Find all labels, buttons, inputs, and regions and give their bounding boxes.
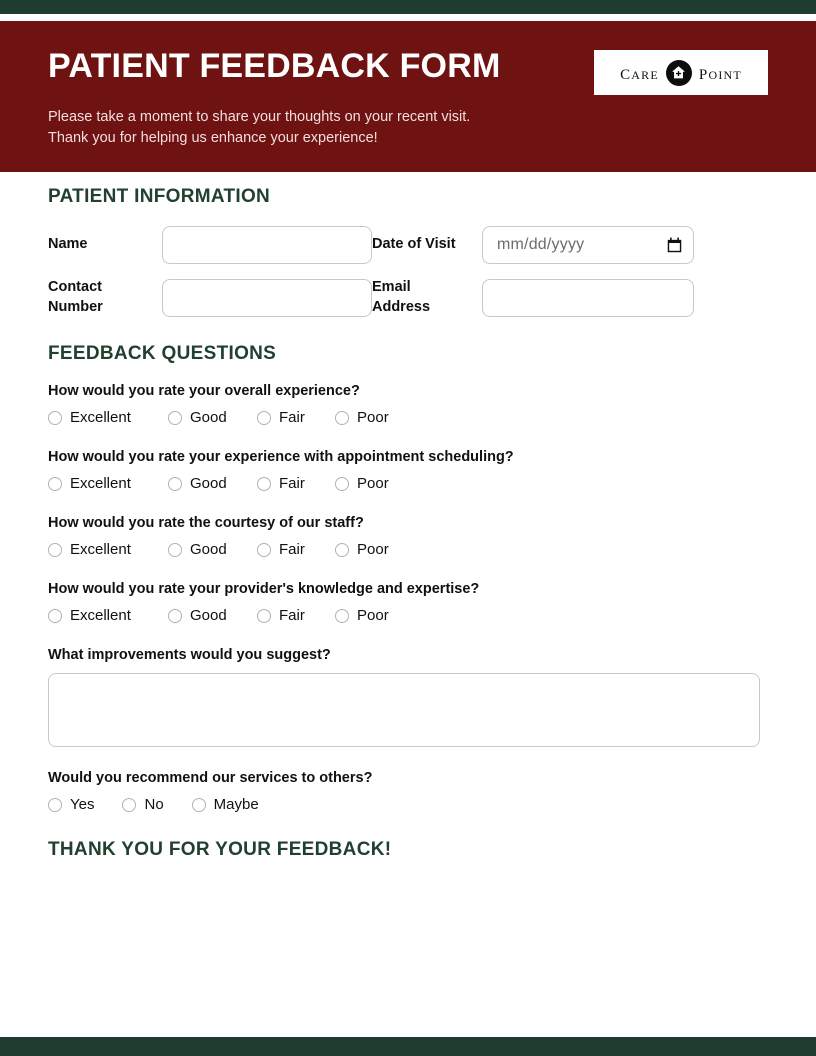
radio-circle-icon[interactable] xyxy=(335,609,349,623)
radio-option-excellent[interactable] xyxy=(48,409,146,426)
improvements-textarea[interactable] xyxy=(48,673,760,747)
option-label: Excellent xyxy=(70,607,131,625)
radio-circle-icon[interactable] xyxy=(48,477,62,491)
radio-circle-icon[interactable] xyxy=(168,477,182,491)
question-improvements xyxy=(48,647,768,747)
thank-you-message: THANK YOU FOR YOUR FEEDBACK! xyxy=(48,839,392,861)
question-appointment-scheduling xyxy=(48,449,768,492)
question-text: How would you rate your overall experience? xyxy=(48,383,360,400)
question-text: How would you rate your provider's knowledge and expertise? xyxy=(48,581,480,598)
rating-options xyxy=(48,409,768,426)
label-contact-number-line-1: Contact xyxy=(48,279,102,295)
option-label: No xyxy=(144,796,164,814)
radio-circle-icon[interactable] xyxy=(48,609,62,623)
radio-circle-icon[interactable] xyxy=(122,798,136,812)
radio-option-no[interactable] xyxy=(122,796,163,813)
rating-options xyxy=(48,475,768,492)
radio-option-poor[interactable] xyxy=(335,475,389,492)
question-text: What improvements would you suggest? xyxy=(48,647,331,664)
radio-circle-icon[interactable] xyxy=(48,411,62,425)
header-subtitle-line-1: Please take a moment to share your thoughts on your recent visit. xyxy=(48,109,471,125)
radio-option-fair[interactable] xyxy=(257,475,313,492)
contact-number-input[interactable] xyxy=(162,279,372,317)
form-body xyxy=(0,172,816,861)
radio-circle-icon[interactable] xyxy=(257,543,271,557)
radio-option-yes[interactable] xyxy=(48,796,94,813)
radio-circle-icon[interactable] xyxy=(257,477,271,491)
radio-option-fair[interactable] xyxy=(257,409,313,426)
calendar-icon[interactable] xyxy=(667,237,682,253)
radio-option-good[interactable] xyxy=(168,475,235,492)
bottom-accent-band xyxy=(0,1037,816,1056)
option-label: Good xyxy=(190,475,227,493)
radio-option-excellent[interactable] xyxy=(48,475,146,492)
radio-option-good[interactable] xyxy=(168,607,235,624)
radio-circle-icon[interactable] xyxy=(257,411,271,425)
radio-circle-icon[interactable] xyxy=(168,411,182,425)
date-of-visit-input[interactable] xyxy=(482,226,694,264)
radio-option-poor[interactable] xyxy=(335,541,389,558)
question-recommend xyxy=(48,770,768,813)
radio-circle-icon[interactable] xyxy=(168,543,182,557)
question-text: Would you recommend our services to others? xyxy=(48,770,373,787)
radio-circle-icon[interactable] xyxy=(192,798,206,812)
radio-circle-icon[interactable] xyxy=(48,543,62,557)
radio-option-good[interactable] xyxy=(168,409,235,426)
form-header xyxy=(0,21,816,172)
radio-circle-icon[interactable] xyxy=(335,477,349,491)
option-label: Good xyxy=(190,541,227,559)
option-label: Fair xyxy=(279,607,305,625)
page-title: PATIENT FEEDBACK FORM xyxy=(48,47,501,85)
option-label: Excellent xyxy=(70,475,131,493)
option-label: Poor xyxy=(357,475,389,493)
header-subtitle-line-2: Thank you for helping us enhance your experience! xyxy=(48,130,378,147)
option-label: Excellent xyxy=(70,541,131,559)
option-label: Poor xyxy=(357,541,389,559)
radio-option-poor[interactable] xyxy=(335,607,389,624)
section-title-patient-information: PATIENT INFORMATION xyxy=(48,186,271,207)
option-label: Good xyxy=(190,409,227,427)
recommend-options xyxy=(48,796,768,813)
question-provider-knowledge xyxy=(48,581,768,624)
option-label: Good xyxy=(190,607,227,625)
label-date-of-visit: Date of Visit xyxy=(372,236,456,253)
question-staff-courtesy xyxy=(48,515,768,558)
label-email-address-line-1: Email xyxy=(372,279,411,295)
option-label: Fair xyxy=(279,409,305,427)
radio-circle-icon[interactable] xyxy=(335,411,349,425)
label-contact-number xyxy=(48,278,162,317)
patient-information-grid xyxy=(48,226,768,317)
label-email-address-line-2: Address xyxy=(372,298,431,315)
header-subtitle xyxy=(48,107,768,149)
carepoint-logo xyxy=(594,50,768,95)
option-label: Maybe xyxy=(213,796,259,814)
radio-circle-icon[interactable] xyxy=(168,609,182,623)
logo-word-care: care xyxy=(620,60,659,84)
label-contact-number-line-2: Number xyxy=(48,298,103,315)
radio-circle-icon[interactable] xyxy=(257,609,271,623)
radio-option-poor[interactable] xyxy=(335,409,389,426)
name-input[interactable] xyxy=(162,226,372,264)
question-overall-experience xyxy=(48,383,768,426)
radio-circle-icon[interactable] xyxy=(48,798,62,812)
radio-option-excellent[interactable] xyxy=(48,541,146,558)
question-text: How would you rate the courtesy of our staff? xyxy=(48,515,364,532)
radio-option-fair[interactable] xyxy=(257,607,313,624)
date-placeholder: mm/dd/yyyy xyxy=(497,236,585,253)
rating-options xyxy=(48,607,768,624)
radio-circle-icon[interactable] xyxy=(335,543,349,557)
option-label: Poor xyxy=(357,607,389,625)
option-label: Fair xyxy=(279,475,305,493)
radio-option-good[interactable] xyxy=(168,541,235,558)
house-with-cross-icon xyxy=(666,60,692,86)
label-email-address xyxy=(372,278,482,317)
radio-option-fair[interactable] xyxy=(257,541,313,558)
logo-word-point: point xyxy=(698,60,742,84)
section-title-feedback-questions: FEEDBACK QUESTIONS xyxy=(48,343,277,365)
label-name: Name xyxy=(48,236,88,253)
option-label: Poor xyxy=(357,409,389,427)
option-label: Fair xyxy=(279,541,305,559)
header-top-row xyxy=(48,47,768,95)
option-label: Excellent xyxy=(70,409,131,427)
radio-option-maybe[interactable] xyxy=(192,796,259,813)
rating-options xyxy=(48,541,768,558)
top-accent-band xyxy=(0,0,816,14)
email-address-input[interactable] xyxy=(482,279,694,317)
radio-option-excellent[interactable] xyxy=(48,607,146,624)
option-label: Yes xyxy=(70,796,95,814)
question-text: How would you rate your experience with appointment scheduling? xyxy=(48,449,514,466)
